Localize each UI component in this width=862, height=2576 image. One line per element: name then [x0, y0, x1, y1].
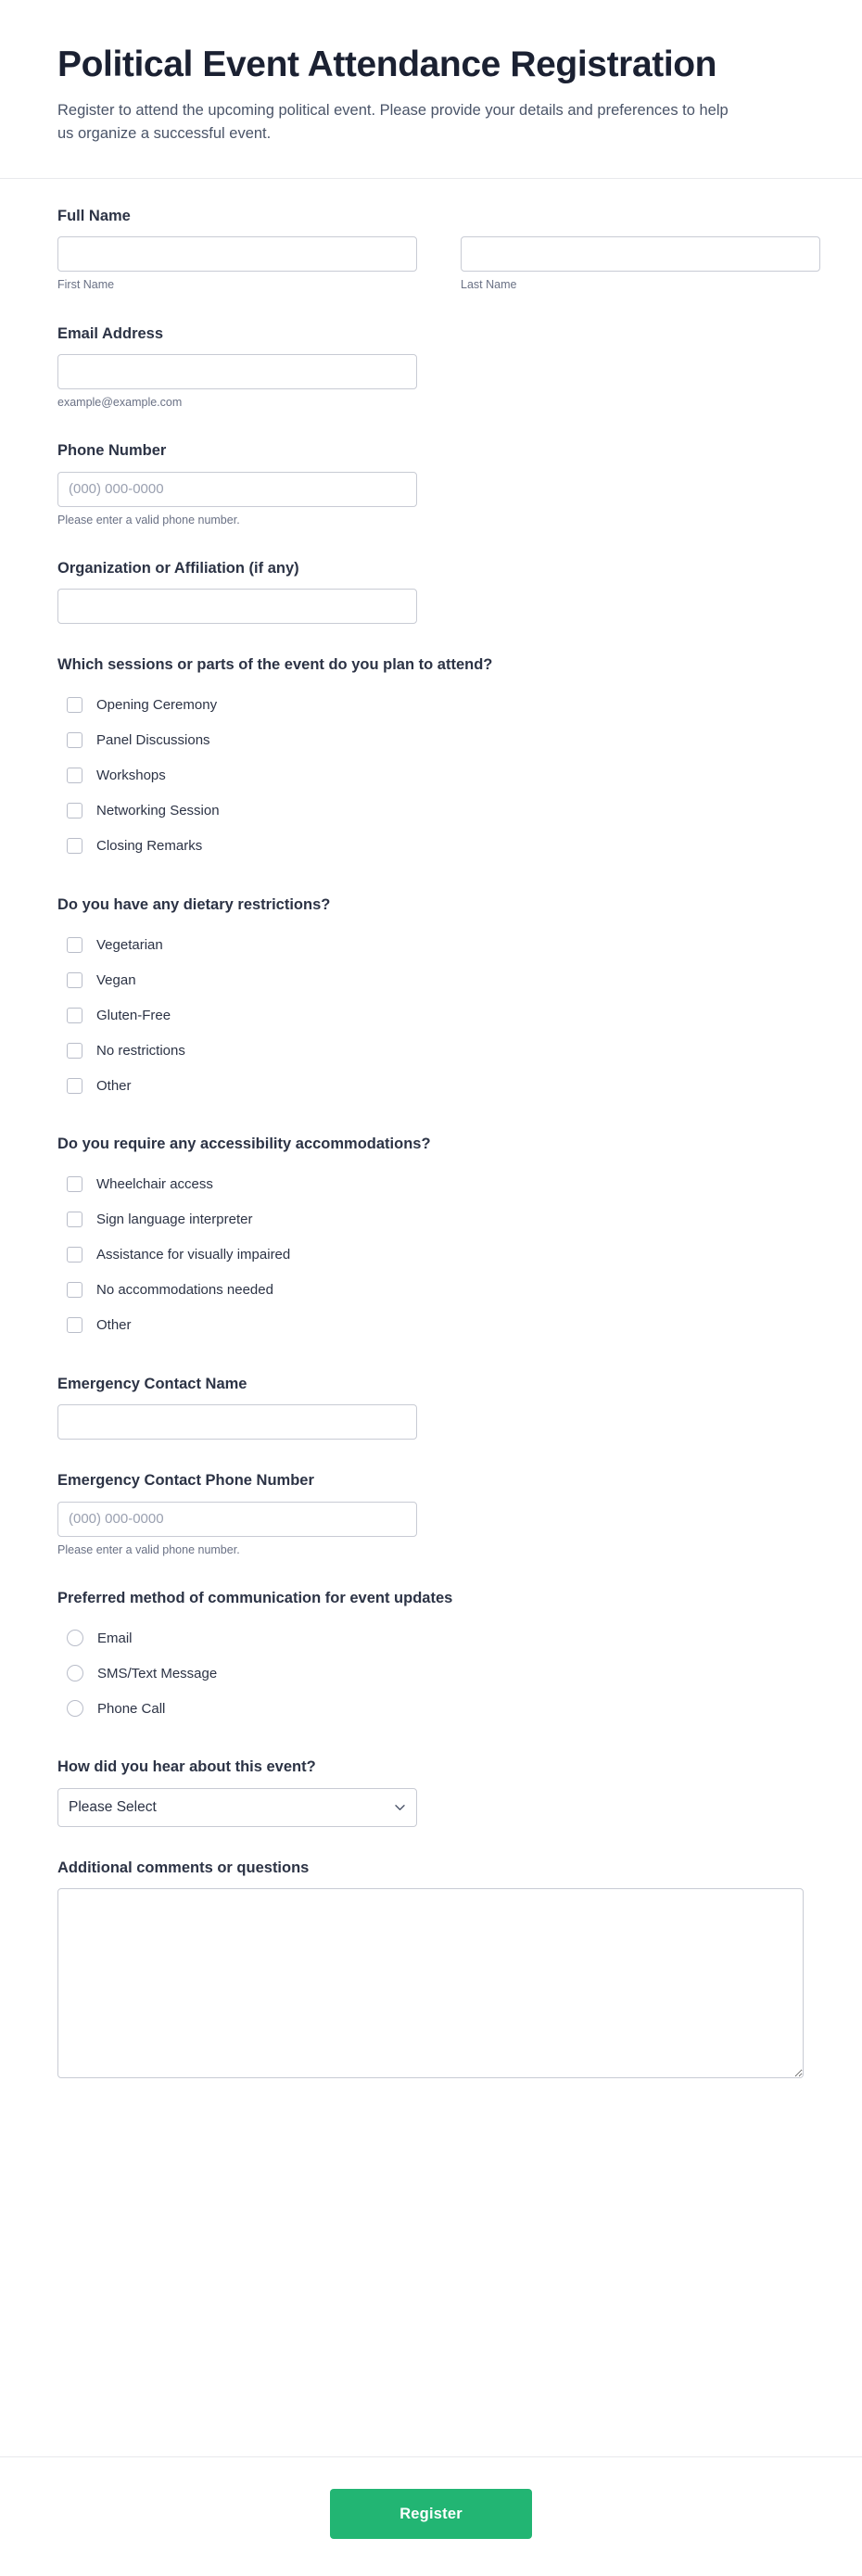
- first-name-input[interactable]: [57, 236, 417, 272]
- accessibility-option-label: Assistance for visually impaired: [96, 1247, 291, 1263]
- dietary-option-no-restrictions[interactable]: [57, 1033, 805, 1068]
- sessions-option-networking-session[interactable]: [57, 793, 805, 829]
- sessions-option-panel-discussions[interactable]: [57, 723, 805, 758]
- first-name-hint: First Name: [57, 278, 115, 292]
- dietary-option-label: Gluten-Free: [96, 1007, 171, 1023]
- sessions-option-workshops[interactable]: [57, 758, 805, 793]
- communication-option-label: Email: [97, 1630, 133, 1646]
- communication-method-label: Preferred method of communication for event updates: [57, 1589, 453, 1606]
- field-emergency-contact-name: [57, 1375, 805, 1440]
- email-hint: example@example.com: [57, 396, 183, 410]
- field-accessibility: [57, 1135, 805, 1342]
- checkbox-icon[interactable]: [67, 697, 82, 713]
- field-dietary: [57, 895, 805, 1103]
- checkbox-icon[interactable]: [67, 768, 82, 783]
- radio-icon[interactable]: [67, 1665, 83, 1681]
- communication-option-sms[interactable]: [57, 1656, 805, 1691]
- register-button[interactable]: Register: [330, 2489, 532, 2539]
- phone-hint: Please enter a valid phone number.: [57, 513, 240, 527]
- communication-radio-group: [57, 1620, 805, 1726]
- accessibility-option-label: No accommodations needed: [96, 1282, 273, 1299]
- form-footer: [0, 2456, 862, 2576]
- organization-input[interactable]: [57, 589, 417, 624]
- emergency-contact-name-label: Emergency Contact Name: [57, 1375, 247, 1392]
- field-communication-method: [57, 1589, 805, 1726]
- sessions-option-label: Workshops: [96, 768, 166, 784]
- last-name-input[interactable]: [461, 236, 820, 272]
- first-name-col: [57, 236, 417, 292]
- accessibility-option-label: Other: [96, 1317, 132, 1334]
- dietary-option-vegan[interactable]: [57, 962, 805, 997]
- comments-textarea[interactable]: [57, 1888, 804, 2078]
- checkbox-icon[interactable]: [67, 1176, 82, 1192]
- page-subtitle: Register to attend the upcoming political event. Please provide your details and preferences to help us organize a successful event.: [57, 101, 729, 143]
- form-body: [0, 179, 862, 2456]
- accessibility-option-other[interactable]: [57, 1308, 805, 1343]
- last-name-col: [461, 236, 820, 292]
- checkbox-icon[interactable]: [67, 1078, 82, 1094]
- last-name-hint: Last Name: [461, 278, 517, 292]
- radio-icon[interactable]: [67, 1630, 83, 1646]
- full-name-label: Full Name: [57, 207, 131, 224]
- communication-option-phone-call[interactable]: [57, 1691, 805, 1726]
- checkbox-icon[interactable]: [67, 972, 82, 988]
- checkbox-icon[interactable]: [67, 1043, 82, 1059]
- sessions-checkbox-group: [57, 688, 805, 864]
- email-input[interactable]: [57, 354, 417, 389]
- field-sessions: [57, 655, 805, 863]
- checkbox-icon[interactable]: [67, 732, 82, 748]
- dietary-option-vegetarian[interactable]: [57, 927, 805, 962]
- communication-option-email[interactable]: [57, 1620, 805, 1656]
- dietary-option-label: Vegetarian: [96, 936, 163, 953]
- emergency-contact-phone-hint: Please enter a valid phone number.: [57, 1542, 240, 1556]
- field-emergency-contact-phone: [57, 1471, 805, 1557]
- accessibility-label: Do you require any accessibility accommodations?: [57, 1136, 431, 1153]
- checkbox-icon[interactable]: [67, 1247, 82, 1263]
- dietary-checkbox-group: [57, 927, 805, 1103]
- sessions-option-closing-remarks[interactable]: [57, 829, 805, 864]
- phone-input[interactable]: [57, 472, 417, 507]
- field-organization: [57, 559, 805, 624]
- phone-label: Phone Number: [57, 442, 167, 460]
- dietary-option-gluten-free[interactable]: [57, 997, 805, 1033]
- checkbox-icon[interactable]: [67, 1282, 82, 1298]
- sessions-option-label: Networking Session: [96, 803, 220, 819]
- field-email: [57, 324, 805, 411]
- field-hear-about: [57, 1758, 805, 1826]
- accessibility-option-label: Sign language interpreter: [96, 1212, 253, 1228]
- organization-label: Organization or Affiliation (if any): [57, 560, 299, 577]
- field-phone: [57, 441, 805, 527]
- form-header: [0, 0, 862, 179]
- radio-icon[interactable]: [67, 1700, 83, 1717]
- checkbox-icon[interactable]: [67, 1212, 82, 1227]
- accessibility-option-assistance-visually-impaired[interactable]: [57, 1237, 805, 1273]
- hear-about-select-wrap: [57, 1788, 417, 1827]
- checkbox-icon[interactable]: [67, 1317, 82, 1333]
- emergency-contact-phone-label: Emergency Contact Phone Number: [57, 1472, 314, 1490]
- dietary-label: Do you have any dietary restrictions?: [57, 895, 331, 913]
- sessions-option-label: Panel Discussions: [96, 732, 210, 749]
- hear-about-label: How did you hear about this event?: [57, 1758, 316, 1776]
- sessions-option-label: Opening Ceremony: [96, 697, 218, 714]
- full-name-row: [57, 236, 805, 292]
- accessibility-option-no-accommodations-needed[interactable]: [57, 1273, 805, 1308]
- dietary-option-label: Other: [96, 1077, 132, 1094]
- sessions-label: Which sessions or parts of the event do you plan to attend?: [57, 656, 493, 674]
- accessibility-checkbox-group: [57, 1167, 805, 1343]
- checkbox-icon[interactable]: [67, 803, 82, 818]
- accessibility-option-label: Wheelchair access: [96, 1176, 213, 1193]
- field-full-name: [57, 207, 805, 293]
- checkbox-icon[interactable]: [67, 937, 82, 953]
- emergency-contact-phone-input[interactable]: [57, 1502, 417, 1537]
- accessibility-option-wheelchair-access[interactable]: [57, 1167, 805, 1202]
- comments-label: Additional comments or questions: [57, 1859, 310, 1876]
- accessibility-option-sign-language-interpreter[interactable]: [57, 1202, 805, 1237]
- page-title: Political Event Attendance Registration: [57, 44, 717, 84]
- communication-option-label: SMS/Text Message: [97, 1665, 218, 1681]
- sessions-option-label: Closing Remarks: [96, 838, 203, 855]
- checkbox-icon[interactable]: [67, 1008, 82, 1023]
- emergency-contact-name-input[interactable]: [57, 1404, 417, 1440]
- sessions-option-opening-ceremony[interactable]: [57, 688, 805, 723]
- dietary-option-label: Vegan: [96, 971, 136, 988]
- dietary-option-other[interactable]: [57, 1068, 805, 1103]
- email-label: Email Address: [57, 324, 164, 342]
- hear-about-select[interactable]: [57, 1788, 417, 1827]
- communication-option-label: Phone Call: [97, 1700, 166, 1717]
- field-comments: [57, 1859, 805, 2078]
- dietary-option-label: No restrictions: [96, 1042, 185, 1059]
- checkbox-icon[interactable]: [67, 838, 82, 854]
